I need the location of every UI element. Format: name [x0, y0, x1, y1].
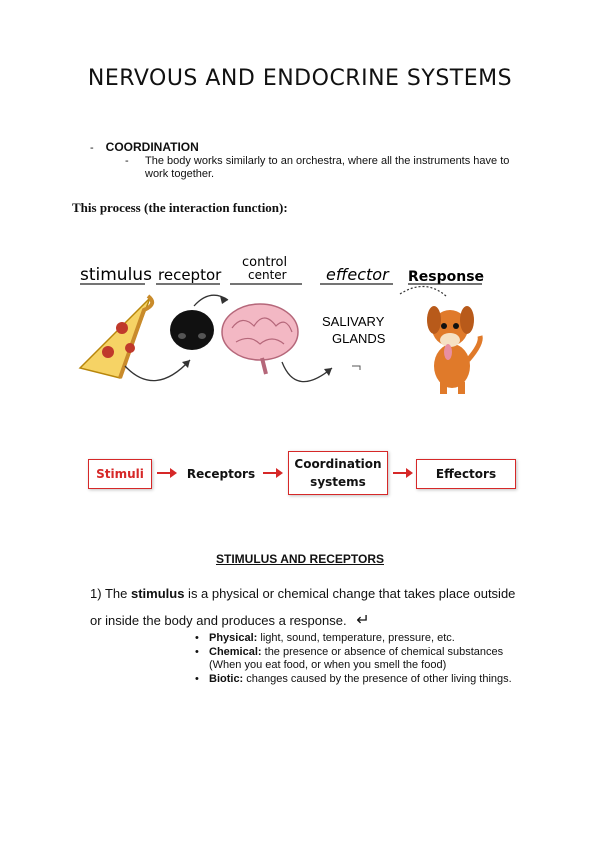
coordination-text: The body works similarly to an orchestra, where all the instruments have to work together.: [145, 155, 510, 180]
stimulus-label: stimulus: [80, 265, 152, 285]
item-number: 1): [90, 586, 102, 601]
arrow-icon: [262, 466, 284, 480]
page-title: NERVOUS AND ENDOCRINE SYSTEMS: [87, 66, 513, 91]
receptor-label: receptor: [158, 266, 222, 284]
definition-text-after: is a physical or chemical change that takes place outside or inside the body and produces a response.: [90, 586, 516, 628]
nose-icon: [170, 310, 214, 350]
control-label-line2: center: [248, 268, 287, 282]
process-heading: This process (the interaction function):: [72, 200, 288, 215]
brain-icon: [222, 304, 298, 374]
bullet-text: the presence or absence of chemical substances (When you eat food, or when you smell the food): [209, 646, 504, 671]
coordination-text-block: [125, 155, 515, 181]
bullet-label: Physical:: [209, 632, 258, 644]
coordination-line2: systems: [310, 475, 366, 489]
pizza-icon: [80, 296, 152, 378]
list-item: [195, 673, 515, 686]
return-arrow-icon: ↵: [356, 612, 370, 629]
list-item: [195, 646, 515, 672]
effector-label: effector: [326, 265, 389, 284]
bullet-label: Biotic:: [209, 673, 244, 685]
salivary-label-line1: SALIVARY: [322, 314, 385, 329]
control-label-line1: control: [242, 255, 288, 270]
arrow-icon: [392, 466, 414, 480]
dash-marker: -: [125, 155, 129, 167]
stimulus-types-list: [195, 632, 515, 687]
bullet-text: changes caused by the presence of other living things.: [243, 673, 512, 685]
coordination-heading: [90, 140, 199, 154]
interaction-diagram: [70, 248, 530, 408]
coordination-heading-text: COORDINATION: [105, 140, 199, 154]
list-item: [195, 632, 515, 645]
effectors-box: Effectors: [416, 459, 516, 489]
bullet-text: light, sound, temperature, pressure, etc.: [257, 632, 455, 644]
dog-icon: [427, 306, 480, 394]
arrow-icon: [282, 362, 332, 382]
stimulus-definition: [90, 580, 520, 634]
dash-marker: -: [90, 142, 94, 154]
arrow-icon: [400, 286, 446, 296]
section-title: STIMULUS AND RECEPTORS: [215, 552, 384, 566]
definition-text-before: The: [104, 586, 131, 601]
arrow-icon: [156, 466, 178, 480]
arrow-icon: [125, 360, 190, 381]
bullet-label: Chemical:: [209, 646, 262, 658]
salivary-label-line2: GLANDS: [332, 331, 386, 346]
stimuli-box: Stimuli: [88, 459, 152, 489]
definition-bold: stimulus: [130, 586, 185, 601]
coordination-systems-box: [288, 451, 388, 495]
receptors-box: Receptors: [182, 459, 260, 489]
coordination-line1: Coordination: [294, 457, 382, 471]
response-label: Response: [408, 269, 485, 285]
